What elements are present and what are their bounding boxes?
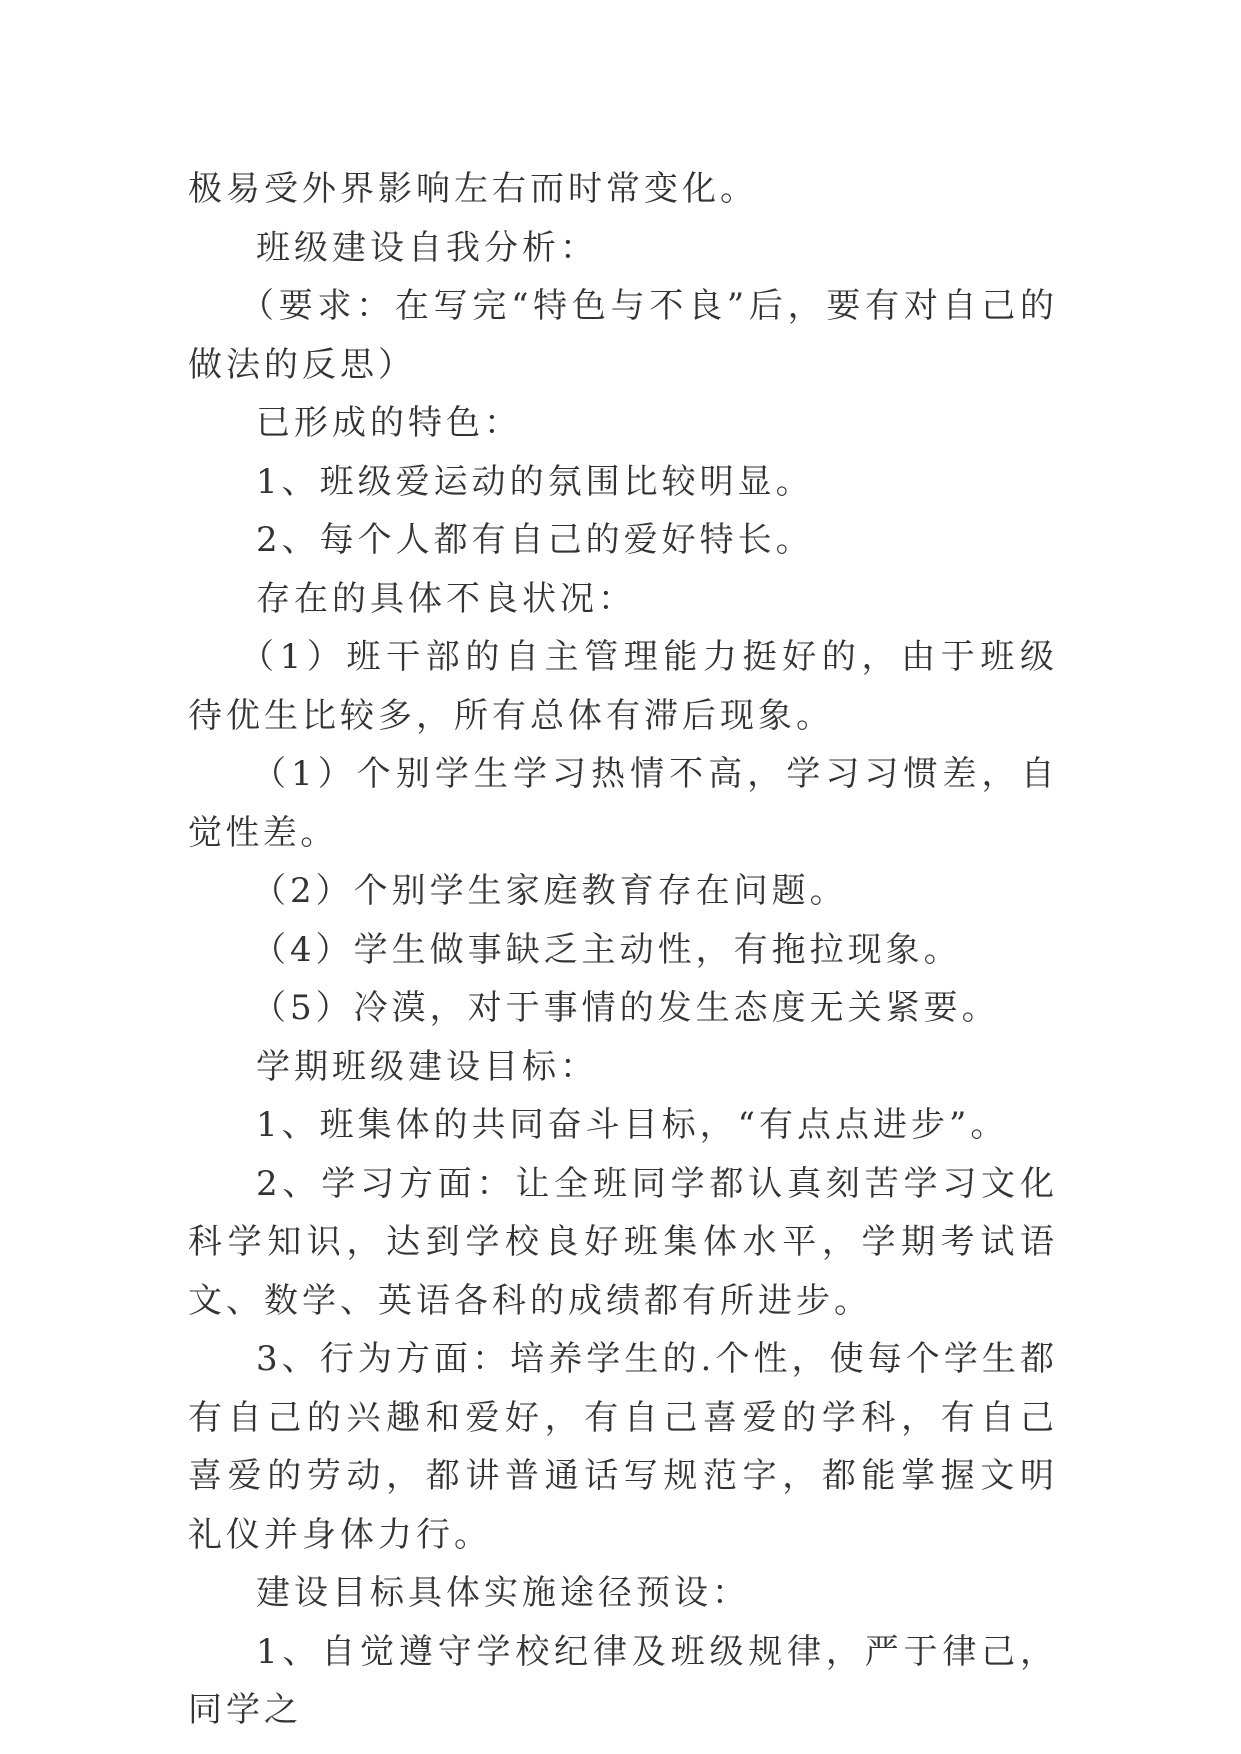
list-item-goal-1: 1、班集体的共同奋斗目标，“有点点进步”。: [256, 1105, 1009, 1145]
list-item-problem-5: （5）冷漠，对于事情的发生态度无关紧要。: [252, 988, 1000, 1028]
list-item-problem-4: （4）学生做事缺乏主动性，有拖拉现象。: [252, 929, 962, 970]
list-item-problem-1: （1）个别学生学习热情不高，学习习惯差，自觉性差。: [188, 754, 1058, 853]
list-item-feature-2: 2、每个人都有自己的爱好特长。: [256, 520, 814, 560]
heading-self-analysis: 班级建设自我分析：: [256, 227, 598, 268]
list-item-goal-2: 2、学习方面：让全班同学都认真刻苦学习文化科学知识，达到学校良好班集体水平，学期考试语文、数学、英语各科的成绩都有所进步。: [188, 1163, 1058, 1321]
list-item-goal-3: 3、行为方面：培养学生的.个性，使每个学生都有自己的兴趣和爱好，有自己喜爱的学科，有自己喜爱的劳动，都讲普通话写规范字，都能掌握文明礼仪并身体力行。: [188, 1339, 1058, 1555]
list-item-problem-cadre: （1）班干部的自主管理能力挺好的，由于班级待优生比较多，所有总体有滞后现象。: [188, 637, 1058, 736]
heading-formed-features: 已形成的特色：: [256, 403, 522, 443]
list-item-feature-1: 1、班级爱运动的氛围比较明显。: [256, 461, 814, 502]
list-item-problem-2: （2）个别学生家庭教育存在问题。: [252, 871, 848, 911]
document-body: [188, 160, 1058, 1740]
list-item-implementation-1: 1、自觉遵守学校纪律及班级规律，严于律己，同学之: [188, 1631, 1058, 1730]
heading-problems: 存在的具体不良状况：: [256, 578, 636, 619]
heading-semester-goals: 学期班级建设目标：: [256, 1046, 598, 1087]
heading-implementation: 建设目标具体实施途径预设：: [256, 1573, 750, 1613]
paragraph-continuation: 极易受外界影响左右而时常变化。: [188, 169, 758, 209]
paragraph-requirement: （要求：在写完“特色与不良”后，要有对自己的做法的反思）: [188, 286, 1058, 385]
